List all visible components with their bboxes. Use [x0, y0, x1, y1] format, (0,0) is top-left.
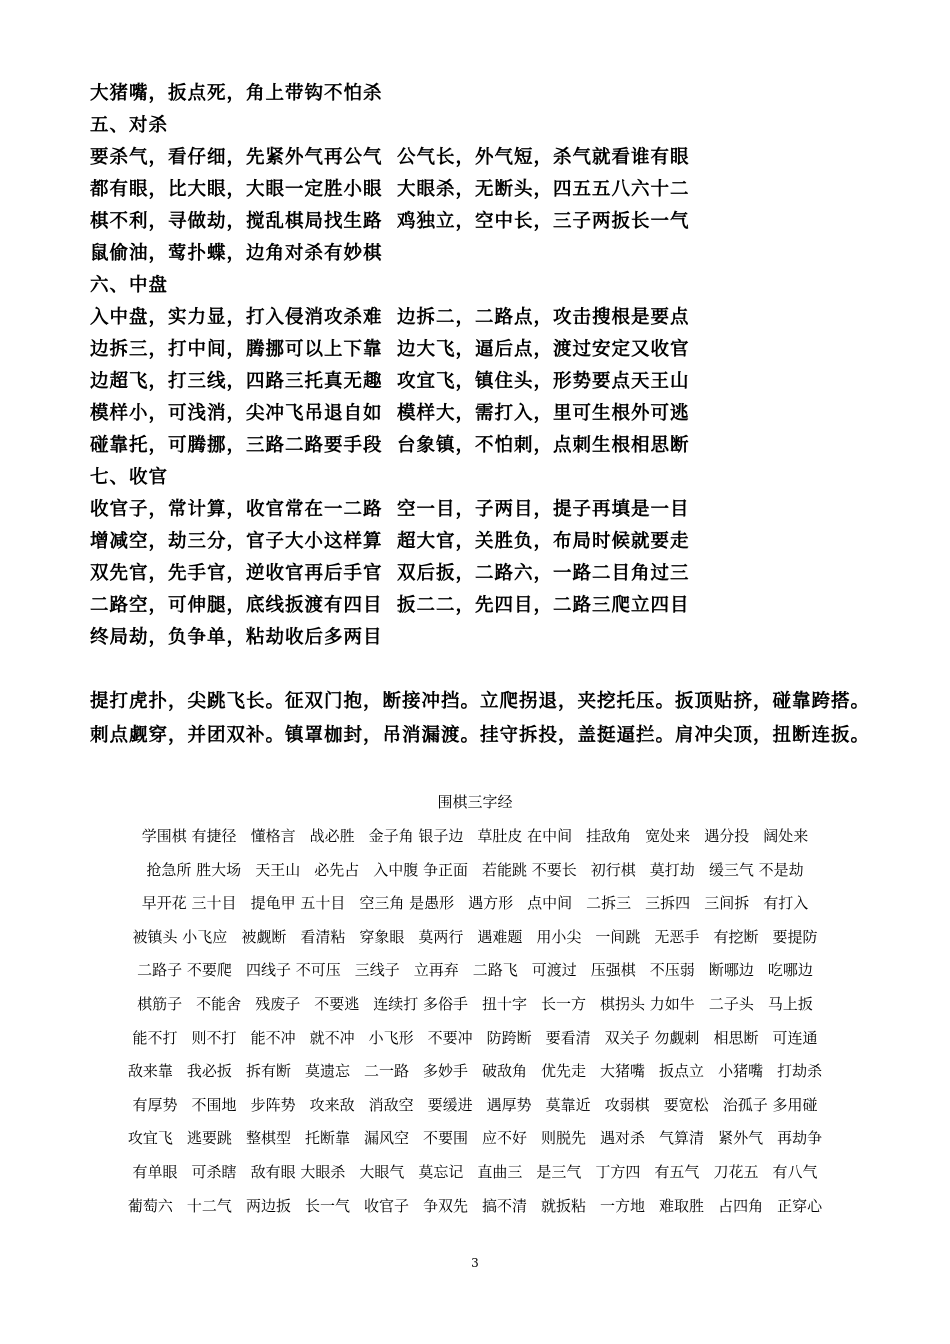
classic-phrase: 空三角 是愚形	[359, 894, 455, 913]
classic-phrase: 两边扳	[245, 1196, 291, 1215]
classic-phrase: 扳点立	[659, 1062, 705, 1081]
classic-phrase: 难取胜	[659, 1196, 705, 1215]
classic-phrase: 草肚皮 在中间	[477, 827, 573, 845]
classic-phrase: 有八气	[772, 1162, 818, 1181]
verse-right-half: 公气长，外气短，杀气就看谁有眼	[397, 147, 690, 168]
classic-phrase: 敌有眼 大眼杀	[250, 1162, 346, 1181]
classic-phrase: 二子头	[708, 994, 754, 1013]
classic-phrase: 三线子	[354, 961, 400, 980]
verse-line	[90, 302, 890, 334]
verse-line	[90, 110, 890, 142]
classic-phrase: 攻宜飞	[127, 1129, 173, 1148]
classic-phrase: 打劫杀	[777, 1062, 823, 1081]
verse-left-half: 大猪嘴，扳点死，角上带钩不怕杀	[90, 83, 383, 104]
classic-phrase: 要缓进	[427, 1095, 473, 1114]
classic-phrase: 遇分投	[704, 827, 750, 845]
classic-phrase: 双关子 勿觑刺	[604, 1028, 700, 1047]
classic-line	[40, 854, 910, 888]
classic-line	[40, 988, 910, 1022]
classic-phrase: 有五气	[654, 1162, 700, 1181]
classic-phrase: 缓三气 不是劫	[708, 860, 804, 879]
classic-phrase: 小猪嘴	[718, 1062, 764, 1081]
classic-phrase: 气算清	[659, 1129, 705, 1148]
classic-phrase: 收官子	[363, 1196, 409, 1215]
classic-phrase: 二路飞	[472, 961, 518, 980]
classic-phrase: 早开花 三十目	[141, 894, 237, 913]
classic-phrase: 遇对杀	[600, 1129, 646, 1148]
classic-phrase: 穿象眼	[359, 927, 405, 946]
classic-phrase: 抢急所 胜大场	[146, 860, 242, 879]
verse-line	[90, 590, 890, 622]
classic-phrase: 防跨断	[486, 1028, 532, 1047]
classic-phrase: 二拆三	[586, 894, 632, 913]
classic-phrase: 刀花五	[713, 1162, 759, 1181]
classic-phrase: 破敌角	[482, 1062, 528, 1081]
verse-left-half: 收官子，常计算，收官常在一二路	[90, 499, 383, 520]
verse-left-half: 增减空，劫三分，官子大小这样算	[90, 531, 383, 552]
classic-phrase: 占四角	[718, 1196, 764, 1215]
verse-left-half: 要杀气，看仔细，先紧外气再公气	[90, 147, 383, 168]
verse-left-half: 鼠偷油，莺扑蝶，边角对杀有妙棋	[90, 243, 383, 264]
classic-line	[40, 1089, 910, 1123]
classic-phrase: 要看清	[545, 1028, 591, 1047]
classic-phrase: 宽处来	[645, 827, 691, 845]
classic-phrase: 扭十字	[482, 994, 528, 1013]
classic-phrase: 不要逃	[314, 994, 360, 1013]
go-terminology-lines	[90, 685, 890, 753]
classic-line	[40, 921, 910, 955]
classic-phrase: 争双先	[422, 1196, 468, 1215]
verse-line	[90, 78, 890, 110]
classic-phrase: 无恶手	[654, 927, 700, 946]
verse-left-half: 五、对杀	[90, 115, 169, 136]
classic-phrase: 漏风空	[363, 1129, 409, 1148]
verse-left-half: 双先官，先手官，逆收官再后手官	[90, 563, 383, 584]
classic-phrase: 不能舍	[196, 994, 242, 1013]
classic-phrase: 挂敌角	[586, 827, 632, 845]
verse-line	[90, 622, 890, 654]
classic-phrase: 四线子 不可压	[245, 961, 341, 980]
classic-phrase: 是三气	[536, 1162, 582, 1181]
verse-line	[90, 526, 890, 558]
classic-phrase: 用小尖	[536, 927, 582, 946]
verse-line	[90, 558, 890, 590]
classic-phrase: 莫两行	[418, 927, 464, 946]
verse-right-half: 边大飞，逼后点，渡过安定又收官	[397, 339, 690, 360]
classic-phrase: 学围棋 有捷径	[141, 827, 237, 845]
go-proverb-verses	[90, 78, 890, 654]
classic-phrase: 多妙手	[422, 1062, 468, 1081]
classic-phrase: 遇方形	[468, 894, 514, 913]
classic-phrase: 攻来敌	[309, 1095, 355, 1114]
verse-right-half: 扳二二，先四目，二路三爬立四目	[397, 595, 690, 616]
classic-line	[40, 1190, 910, 1224]
go-three-character-classic	[40, 820, 910, 1223]
classic-phrase: 一间跳	[595, 927, 641, 946]
terminology-line: 提打虎扑，尖跳飞长。征双门抱，断接冲挡。立爬拐退，夹挖托压。扳顶贴挤，碰靠跨搭。	[90, 691, 871, 712]
classic-phrase: 则不打	[191, 1028, 237, 1047]
classic-phrase: 有单眼	[132, 1162, 178, 1181]
classic-phrase: 提龟甲 五十目	[250, 894, 346, 913]
classic-phrase: 则脱先	[541, 1129, 587, 1148]
classic-line	[40, 1055, 910, 1089]
classic-phrase: 可渡过	[531, 961, 577, 980]
classic-phrase: 莫忘记	[418, 1162, 464, 1181]
verse-line	[90, 270, 890, 302]
classic-phrase: 步阵势	[250, 1095, 296, 1114]
verse-right-half: 鸡独立，空中长，三子两扳长一气	[397, 211, 690, 232]
classic-line	[40, 1156, 910, 1190]
classic-phrase: 大眼气	[359, 1162, 405, 1181]
classic-phrase: 马上扳	[767, 994, 813, 1013]
classic-phrase: 有厚势	[132, 1095, 178, 1114]
classic-phrase: 小飞形	[368, 1028, 414, 1047]
verse-line	[90, 174, 890, 206]
verse-left-half: 都有眼，比大眼，大眼一定胜小眼	[90, 179, 383, 200]
verse-line	[90, 398, 890, 430]
classic-phrase: 消敌空	[368, 1095, 414, 1114]
classic-phrase: 拆有断	[245, 1062, 291, 1081]
classic-phrase: 直曲三	[477, 1162, 523, 1181]
classic-phrase: 要宽松	[663, 1095, 709, 1114]
classic-phrase: 有打入	[763, 894, 809, 913]
classic-phrase: 就扳粘	[541, 1196, 587, 1215]
classic-phrase: 葡萄六	[127, 1196, 173, 1215]
classic-phrase: 不围地	[191, 1095, 237, 1114]
classic-phrase: 二一路	[363, 1062, 409, 1081]
verse-line	[90, 430, 890, 462]
classic-phrase: 丁方四	[595, 1162, 641, 1181]
classic-phrase: 看清粘	[300, 927, 346, 946]
classic-phrase: 能不打	[132, 1028, 178, 1047]
classic-phrase: 三拆四	[645, 894, 691, 913]
classic-phrase: 棋筋子	[137, 994, 183, 1013]
classic-phrase: 长一方	[541, 994, 587, 1013]
classic-line	[40, 820, 910, 854]
terminology-line: 刺点觑穿，并团双补。镇罩枷封，吊消漏渡。挂守拆投，盖挺逼拦。肩冲尖顶，扭断连扳。	[90, 725, 871, 746]
verse-line	[90, 142, 890, 174]
classic-phrase: 我必扳	[186, 1062, 232, 1081]
classic-phrase: 相思断	[713, 1028, 759, 1047]
classic-phrase: 一方地	[600, 1196, 646, 1215]
classic-phrase: 连续打 多俗手	[373, 994, 468, 1013]
verse-left-half: 边拆三，打中间，腾挪可以上下靠	[90, 339, 383, 360]
classic-phrase: 入中腹 争正面	[373, 860, 468, 879]
classic-phrase: 不压弱	[649, 961, 695, 980]
verse-right-half: 台象镇，不怕刺，点刺生根相思断	[397, 435, 690, 456]
classic-phrase: 不要围	[422, 1129, 468, 1148]
classic-phrase: 必先占	[314, 860, 360, 879]
verse-left-half: 七、收官	[90, 467, 169, 488]
classic-phrase: 优先走	[541, 1062, 587, 1081]
verse-left-half: 二路空，可伸腿，底线扳渡有四目	[90, 595, 383, 616]
classic-phrase: 正穿心	[777, 1196, 823, 1215]
verse-line	[90, 366, 890, 398]
page-number: 3	[471, 1256, 479, 1270]
classic-phrase: 阔处来	[763, 827, 809, 845]
classic-phrase: 莫靠近	[545, 1095, 591, 1114]
classic-phrase: 初行棋	[590, 860, 636, 879]
classic-phrase: 整棋型	[245, 1129, 291, 1148]
verse-left-half: 边超飞，打三线，四路三托真无趣	[90, 371, 383, 392]
classic-phrase: 天王山	[255, 860, 301, 879]
verse-left-half: 模样小，可浅消，尖冲飞吊退自如	[90, 403, 383, 424]
classic-phrase: 立再弃	[413, 961, 459, 980]
classic-phrase: 金子角 银子边	[368, 827, 464, 845]
classic-phrase: 搞不清	[482, 1196, 528, 1215]
classic-phrase: 紧外气	[718, 1129, 764, 1148]
classic-phrase: 长一气	[304, 1196, 350, 1215]
verse-right-half: 大眼杀，无断头，四五五八六十二	[397, 179, 690, 200]
verse-line	[90, 462, 890, 494]
classic-phrase: 压强棋	[590, 961, 636, 980]
verse-right-half: 超大官，关胜负，布局时候就要走	[397, 531, 690, 552]
classic-phrase: 治孤子 多用碰	[722, 1095, 818, 1114]
verse-line	[90, 206, 890, 238]
classic-phrase: 攻弱棋	[604, 1095, 650, 1114]
classic-phrase: 若能跳 不要长	[482, 860, 577, 879]
classic-phrase: 被镇头 小飞应	[132, 927, 228, 946]
classic-line	[40, 887, 910, 921]
classic-line	[40, 954, 910, 988]
verse-right-half: 空一目，子两目，提子再填是一目	[397, 499, 690, 520]
classic-phrase: 棋拐头 力如牛	[600, 994, 695, 1013]
classic-line	[40, 1122, 910, 1156]
verse-left-half: 入中盘，实力显，打入侵消攻杀难	[90, 307, 383, 328]
classic-phrase: 就不冲	[309, 1028, 355, 1047]
classic-phrase: 应不好	[482, 1129, 528, 1148]
classic-phrase: 战必胜	[309, 827, 355, 845]
classic-phrase: 被觑断	[241, 927, 287, 946]
verse-right-half: 模样大，需打入，里可生根外可逃	[397, 403, 690, 424]
verse-line	[90, 494, 890, 526]
classic-phrase: 三间拆	[704, 894, 750, 913]
classic-phrase: 再劫争	[777, 1129, 823, 1148]
classic-phrase: 可连通	[772, 1028, 818, 1047]
classic-phrase: 不要冲	[427, 1028, 473, 1047]
classic-phrase: 十二气	[186, 1196, 232, 1215]
classic-phrase: 吃哪边	[767, 961, 813, 980]
verse-left-half: 棋不利，寻做劫，搅乱棋局找生路	[90, 211, 383, 232]
classic-phrase: 有挖断	[713, 927, 759, 946]
verse-right-half: 双后扳，二路六，一路二目角过三	[397, 563, 690, 584]
classic-phrase: 点中间	[527, 894, 573, 913]
verse-line	[90, 238, 890, 270]
classic-phrase: 大猪嘴	[600, 1062, 646, 1081]
classic-phrase: 可杀瞎	[191, 1162, 237, 1181]
classic-phrase: 莫遗忘	[304, 1062, 350, 1081]
classic-phrase: 逃要跳	[186, 1129, 232, 1148]
verse-left-half: 终局劫，负争单，粘劫收后多两目	[90, 627, 383, 648]
classic-phrase: 遇厚势	[486, 1095, 532, 1114]
classic-title: 围棋三字经	[437, 793, 513, 811]
classic-phrase: 莫打劫	[649, 860, 695, 879]
classic-phrase: 敌来靠	[127, 1062, 173, 1081]
classic-phrase: 二路子 不要爬	[137, 961, 232, 980]
verse-right-half: 攻宜飞，镇住头，形势要点天王山	[397, 371, 690, 392]
classic-phrase: 断哪边	[708, 961, 754, 980]
verse-right-half: 边拆二，二路点，攻击搜根是要点	[397, 307, 690, 328]
classic-phrase: 懂格言	[250, 827, 296, 845]
classic-phrase: 残废子	[255, 994, 301, 1013]
classic-phrase: 要提防	[772, 927, 818, 946]
classic-phrase: 托断靠	[304, 1129, 350, 1148]
verse-left-half: 六、中盘	[90, 275, 169, 296]
classic-phrase: 遇难题	[477, 927, 523, 946]
verse-line	[90, 334, 890, 366]
classic-line	[40, 1022, 910, 1056]
classic-phrase: 能不冲	[250, 1028, 296, 1047]
verse-left-half: 碰靠托，可腾挪，三路二路要手段	[90, 435, 383, 456]
